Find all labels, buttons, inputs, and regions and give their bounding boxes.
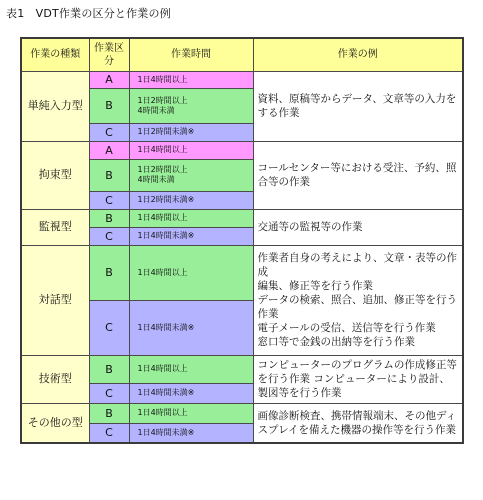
work-hours-cell: 1日4時間以上: [129, 209, 253, 227]
work-hours-cell: 1日4時間未満※: [129, 300, 253, 355]
table-row: [21, 355, 463, 383]
table-row: [21, 209, 463, 227]
work-hours-cell: 1日4時間以上: [129, 71, 253, 88]
work-category-cell: A: [89, 141, 129, 159]
header-examples: 作業の例: [253, 38, 463, 71]
work-category-cell: C: [89, 300, 129, 355]
work-hours-cell: 1日4時間未満※: [129, 423, 253, 443]
work-category-cell: C: [89, 227, 129, 245]
work-example-cell: 資料、原稿等からデータ、文章等の入力をする作業: [253, 71, 463, 141]
table-body: [21, 71, 463, 443]
work-type-cell: 監視型: [21, 209, 89, 245]
work-hours-cell: 1日2時間以上 4時間未満: [129, 159, 253, 191]
work-category-cell: C: [89, 423, 129, 443]
header-kubun: 作業区分: [89, 38, 129, 71]
work-hours-cell: 1日4時間以上: [129, 245, 253, 300]
work-category-cell: B: [89, 403, 129, 423]
work-example-cell: コールセンター等における受注、予約、照合等の作業: [253, 141, 463, 209]
work-hours-cell: 1日2時間未満※: [129, 123, 253, 141]
work-hours-cell: 1日2時間未満※: [129, 191, 253, 209]
vdt-work-table: [20, 37, 464, 444]
work-type-cell: 対話型: [21, 245, 89, 355]
work-type-cell: 拘束型: [21, 141, 89, 209]
work-hours-cell: 1日2時間以上 4時間未満: [129, 88, 253, 123]
work-hours-cell: 1日4時間未満※: [129, 383, 253, 403]
work-example-cell: 交通等の監視等の作業: [253, 209, 463, 245]
header-row: [21, 38, 463, 71]
table-row: [21, 71, 463, 88]
table-row: [21, 141, 463, 159]
work-type-cell: 技術型: [21, 355, 89, 403]
work-hours-cell: 1日4時間以上: [129, 355, 253, 383]
work-category-cell: C: [89, 191, 129, 209]
work-category-cell: C: [89, 383, 129, 403]
work-example-cell: 作業者自身の考えにより、文章・表等の作成 編集、修正等を行う作業 データの検索、照合、追加、修正等を行う作業 電子メールの受信、送信等を行う作業 窓口等で金銭の出納等を行う作業: [253, 245, 463, 355]
work-category-cell: B: [89, 245, 129, 300]
table-caption: 表1 VDT作業の区分と作業の例: [6, 7, 171, 20]
work-category-cell: B: [89, 88, 129, 123]
work-category-cell: B: [89, 355, 129, 383]
work-category-cell: B: [89, 159, 129, 191]
work-category-cell: A: [89, 71, 129, 88]
table-row: [21, 245, 463, 300]
work-category-cell: B: [89, 209, 129, 227]
work-type-cell: 単純入力型: [21, 71, 89, 141]
work-hours-cell: 1日4時間以上: [129, 403, 253, 423]
work-hours-cell: 1日4時間未満※: [129, 227, 253, 245]
table-row: [21, 403, 463, 423]
work-category-cell: C: [89, 123, 129, 141]
work-hours-cell: 1日4時間以上: [129, 141, 253, 159]
work-example-cell: コンピューターのプログラムの作成修正等を行う作業 コンピューターにより設計、製図等を行う作業: [253, 355, 463, 403]
header-hours: 作業時間: [129, 38, 253, 71]
work-type-cell: その他の型: [21, 403, 89, 443]
work-example-cell: 画像診断検査、携帯情報端末、その他ディスプレイを備えた機器の操作等を行う作業: [253, 403, 463, 443]
header-type: 作業の種類: [21, 38, 89, 71]
